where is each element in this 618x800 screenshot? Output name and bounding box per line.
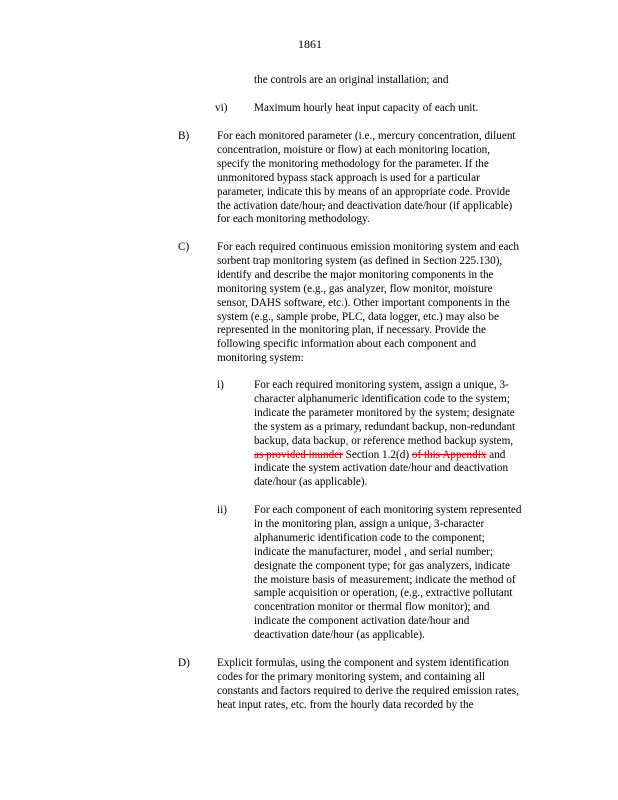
item-b-line: for each monitoring methodology. [217, 213, 370, 226]
item-c-line: system (e.g., sample probe, PLC, data logger, etc.) may also be [217, 310, 499, 323]
item-c-line: sensor, DAHS software, etc.). Other important components in the [217, 296, 510, 309]
page-number: 1861 [298, 37, 322, 51]
item-c-ii-line: sample acquisition or operation, (e.g., extractive pollutant [254, 587, 513, 600]
item-c-i-line: indicate the system activation date/hour and deactivation [254, 462, 509, 475]
item-b-line: concentration, moisture or flow) at each monitoring location, [217, 143, 491, 156]
deleted-text: of this Appendix [411, 448, 487, 461]
item-c-line: identify and describe the major monitoring components in the [217, 268, 494, 281]
item-d-text [217, 657, 519, 713]
item-vi-line: Maximum hourly heat input capacity of each unit. [254, 102, 479, 114]
item-c-line: monitoring system: [217, 352, 304, 365]
item-c-ii-line: concentration monitor or thermal flow monitor); and [254, 601, 490, 614]
item-d-line: Explicit formulas, using the component and system identification [217, 657, 510, 669]
item-c-ii-line: the moisture basis of measurement; indicate the method of [254, 573, 516, 586]
item-c-line: For each required continuous emission monitoring system and each [217, 241, 519, 253]
item-c-i-line6-after: and [486, 448, 506, 461]
item-b-label: B) [178, 130, 190, 142]
item-c-ii-line: indicate the manufacturer, model , and serial number; [254, 545, 494, 558]
item-c-i-line: date/hour (as applicable). [254, 476, 368, 489]
item-d-line: codes for the primary monitoring system, and containing all [217, 670, 486, 683]
item-vi-label: vi) [215, 102, 228, 114]
item-b-line: For each monitored parameter (i.e., mercury concentration, diluent [217, 130, 516, 142]
continuation-text [254, 74, 448, 88]
continuation-line: the controls are an original installation; and [254, 74, 449, 86]
item-b-line: parameter, indicate this by means of an appropriate code. Provide [217, 185, 511, 198]
item-c-i-label: i) [217, 379, 224, 391]
item-vi-text [254, 102, 478, 116]
item-c-ii-label: ii) [217, 504, 227, 516]
item-c-text [217, 241, 519, 366]
item-c-i-line: the system as a primary, redundant backup, non-redundant [254, 420, 516, 433]
item-c-i-line: character alphanumeric identification code to the system; [254, 392, 510, 405]
item-c-line: sorbent trap monitoring system (as defined in Section 225.130), [217, 254, 503, 267]
inserted-text: , [345, 434, 349, 447]
item-c-line: represented in the monitoring plan, if necessary. Provide the [217, 324, 486, 337]
item-c-i-line [254, 449, 515, 463]
item-c-label: C) [178, 241, 190, 253]
item-c-ii-text [254, 504, 521, 643]
item-c-ii-line: alphanumeric identification code to the component; [254, 531, 485, 544]
item-b-text [217, 130, 516, 227]
item-c-i-line5-before: backup, data backup [254, 434, 346, 447]
item-c-i-line [254, 435, 515, 449]
item-c-line: following specific information about each component and [217, 338, 477, 351]
item-c-ii-line: indicate the component activation date/hour and [254, 615, 470, 628]
item-d-line: heat input rates, etc. from the hourly data recorded by the [217, 698, 474, 711]
item-b-line: specify the monitoring methodology for the parameter. If the [217, 157, 489, 170]
deleted-text: as provided inunder [254, 448, 343, 461]
item-c-i-line5-after: or reference method backup system, [348, 434, 514, 447]
item-b-line [217, 200, 516, 214]
item-c-i-text [254, 379, 515, 490]
deleted-text: , [322, 199, 325, 212]
item-c-ii-line: deactivation date/hour (as applicable). [254, 629, 425, 642]
item-c-i-line6-mid: Section 1.2(d) [342, 448, 412, 461]
item-c-i-line: indicate the parameter monitored by the system; designate [254, 406, 515, 419]
item-d-line: constants and factors required to derive the required emission rates, [217, 684, 519, 697]
item-c-ii-line: in the monitoring plan, assign a unique, 3-character [254, 517, 485, 530]
item-b-line6-before: the activation date/hour [217, 199, 323, 212]
item-c-i-line: For each required monitoring system, assign a unique, 3- [254, 379, 509, 391]
item-c-ii-line: designate the component type; for gas analyzers, indicate [254, 559, 510, 572]
item-b-line: unmonitored bypass stack approach is used for a particular [217, 171, 480, 184]
item-c-line: monitoring system (e.g., gas analyzer, flow monitor, moisture [217, 282, 493, 295]
item-b-line6-after: and deactivation date/hour (if applicable) [324, 199, 513, 212]
item-d-label: D) [178, 657, 190, 669]
item-c-ii-line: For each component of each monitoring system represented [254, 504, 522, 516]
